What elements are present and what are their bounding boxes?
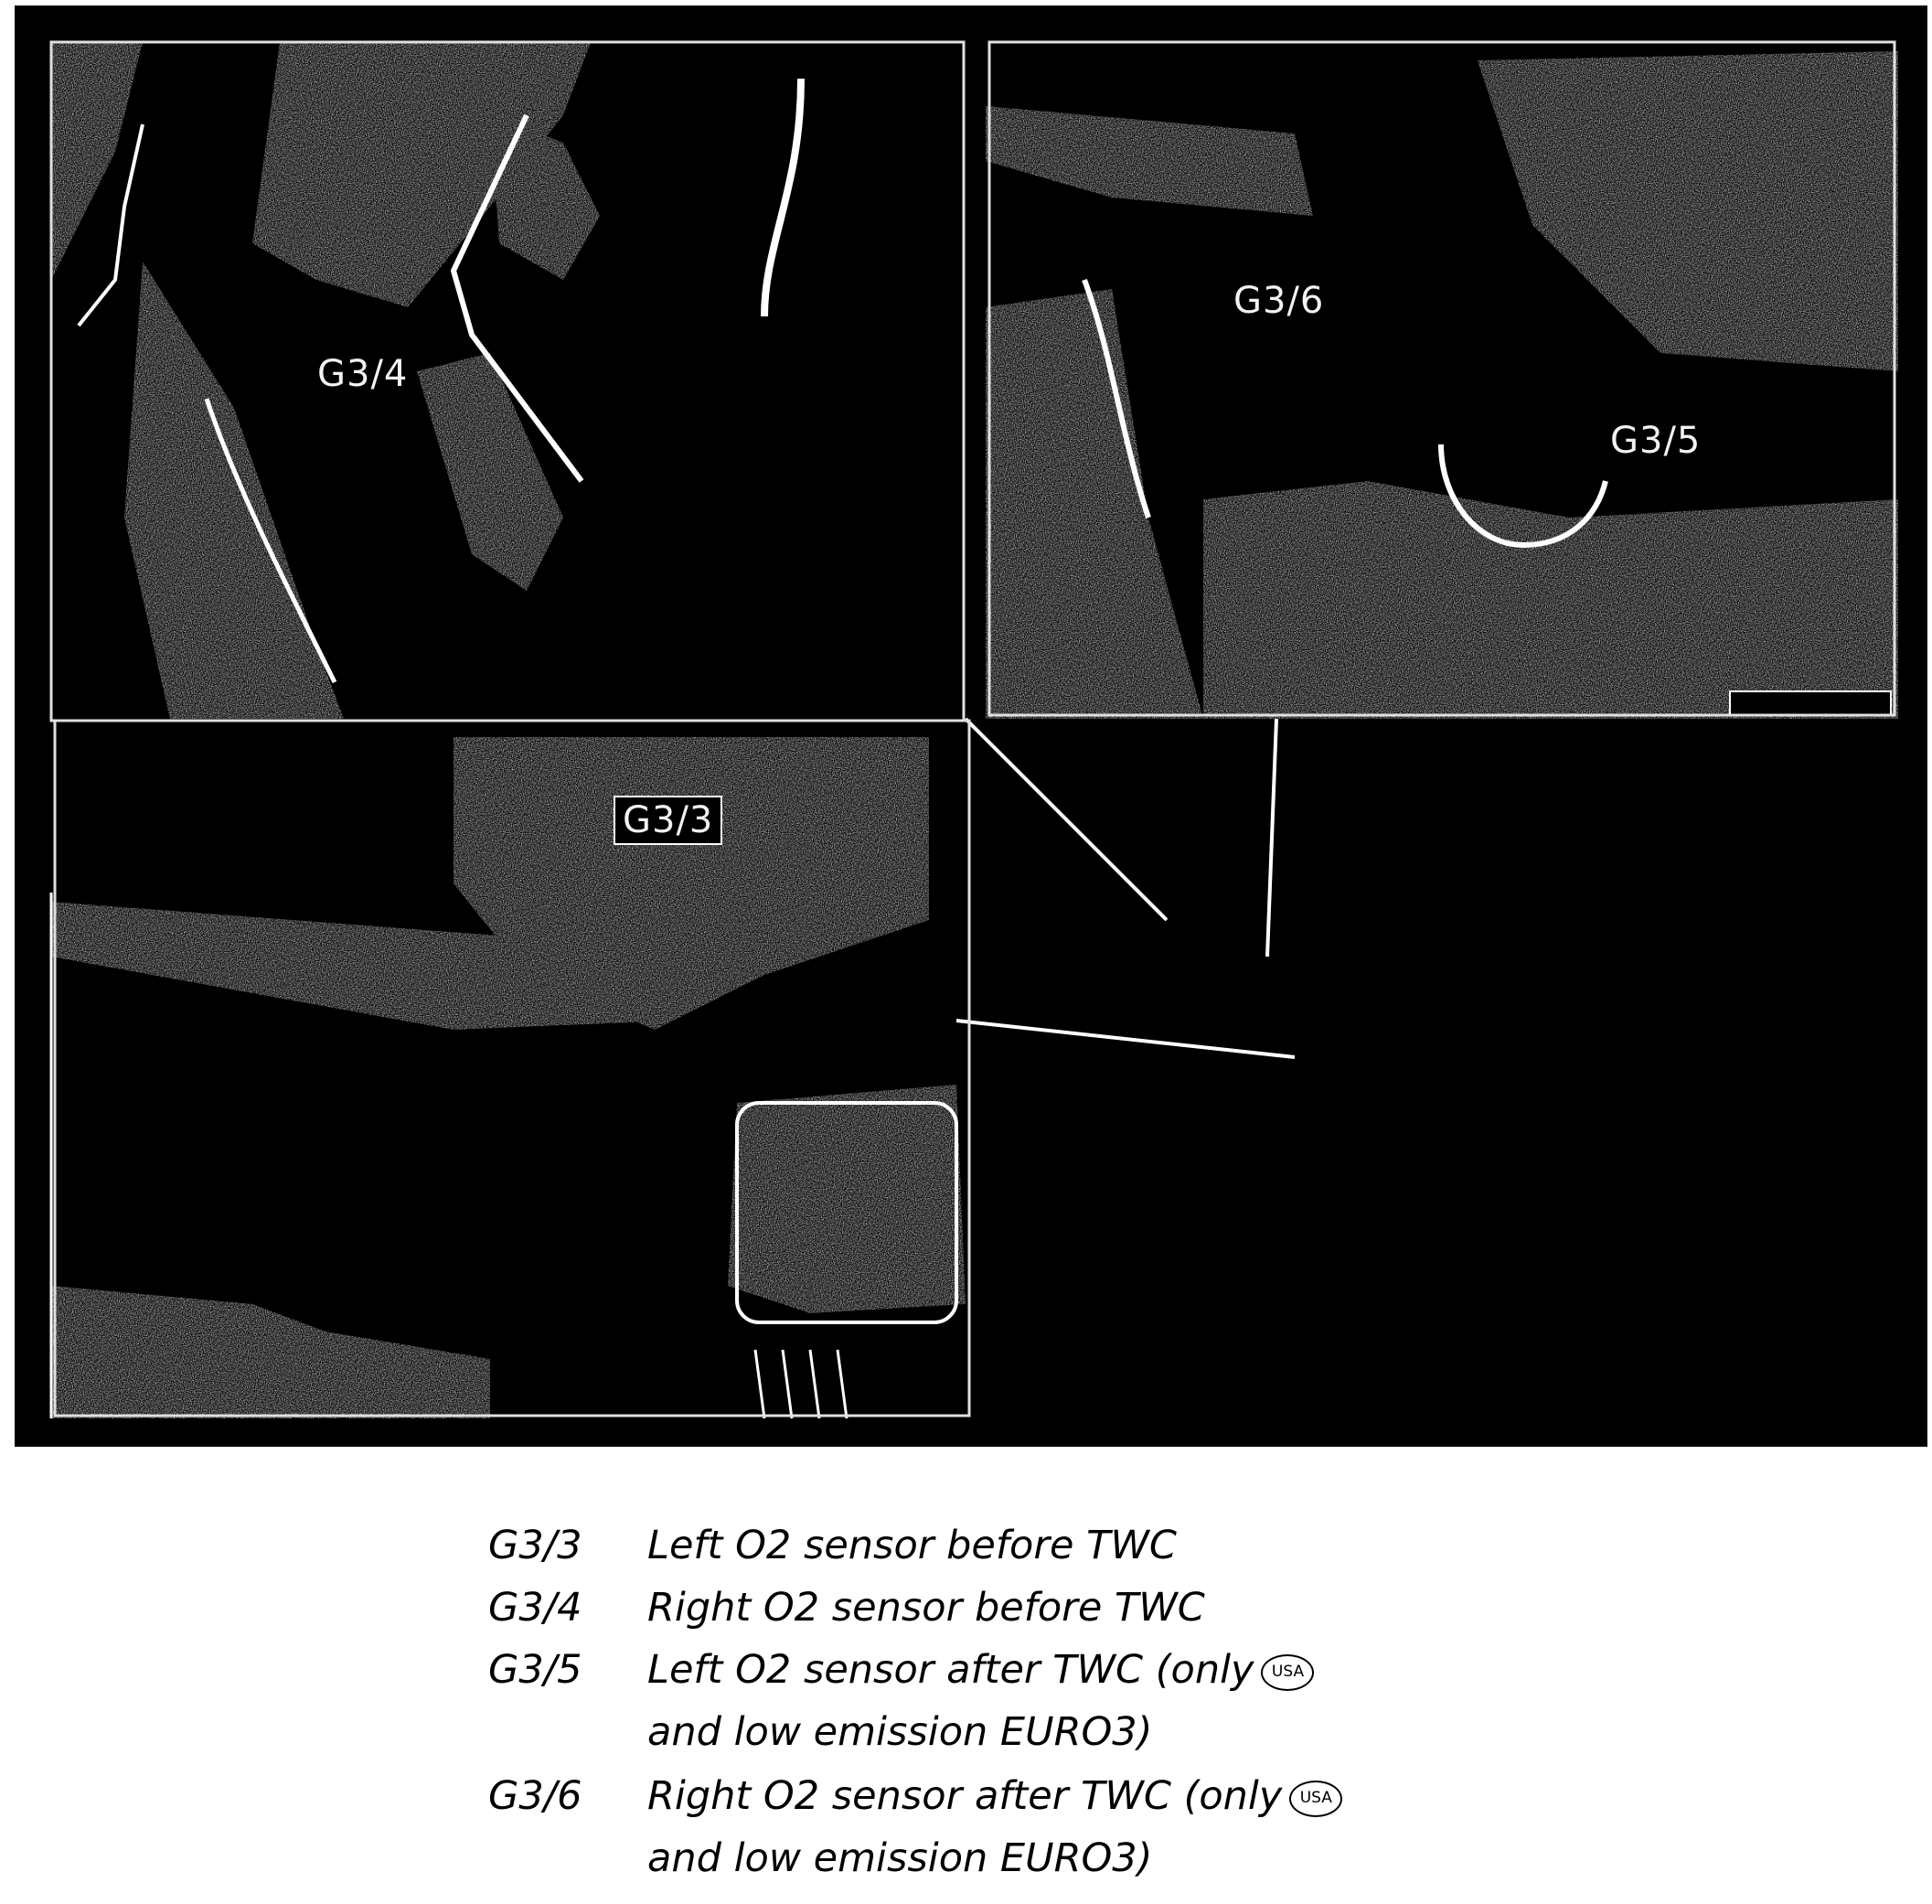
legend-description-text: Right O2 sensor after TWC (only	[647, 1773, 1283, 1819]
photo-label-g3-6: G3/6	[1233, 280, 1325, 322]
photo-label-g3-5: G3/5	[1610, 420, 1702, 462]
legend-description-text: Left O2 sensor after TWC (only	[647, 1647, 1254, 1693]
sensor-legend	[488, 1514, 1494, 1891]
legend-code: G3/4	[488, 1585, 582, 1631]
photo-panel-bottom-left	[42, 723, 975, 1418]
legend-description	[647, 1639, 1470, 1763]
legend-description	[647, 1765, 1470, 1889]
photo-panel-top-right	[984, 40, 1898, 719]
legend-row	[488, 1514, 1494, 1577]
legend-description	[647, 1577, 1470, 1639]
photo-composite	[15, 5, 1927, 1447]
legend-description	[647, 1514, 1470, 1577]
legend-description-text: Left O2 sensor before TWC	[647, 1523, 1177, 1568]
usa-badge-icon: USA	[1261, 1654, 1314, 1691]
legend-description-continuation: and low emission EURO3)	[647, 1709, 1153, 1755]
usa-badge-icon: USA	[1289, 1781, 1342, 1817]
photo-panel-top-left	[49, 40, 964, 722]
legend-row	[488, 1639, 1494, 1765]
legend-row	[488, 1577, 1494, 1639]
photo-label-g3-4: G3/4	[317, 353, 409, 395]
legend-code: G3/3	[488, 1523, 582, 1568]
legend-row	[488, 1765, 1494, 1891]
photo-label-g3-3: G3/3	[614, 796, 722, 845]
legend-description-continuation: and low emission EURO3)	[647, 1835, 1153, 1881]
legend-code: G3/5	[488, 1647, 582, 1693]
legend-description-text: Right O2 sensor before TWC	[647, 1585, 1205, 1631]
pointer-lines	[956, 719, 1295, 1057]
legend-code: G3/6	[488, 1773, 582, 1819]
engine-sensor-photo-figure	[15, 5, 1927, 1447]
